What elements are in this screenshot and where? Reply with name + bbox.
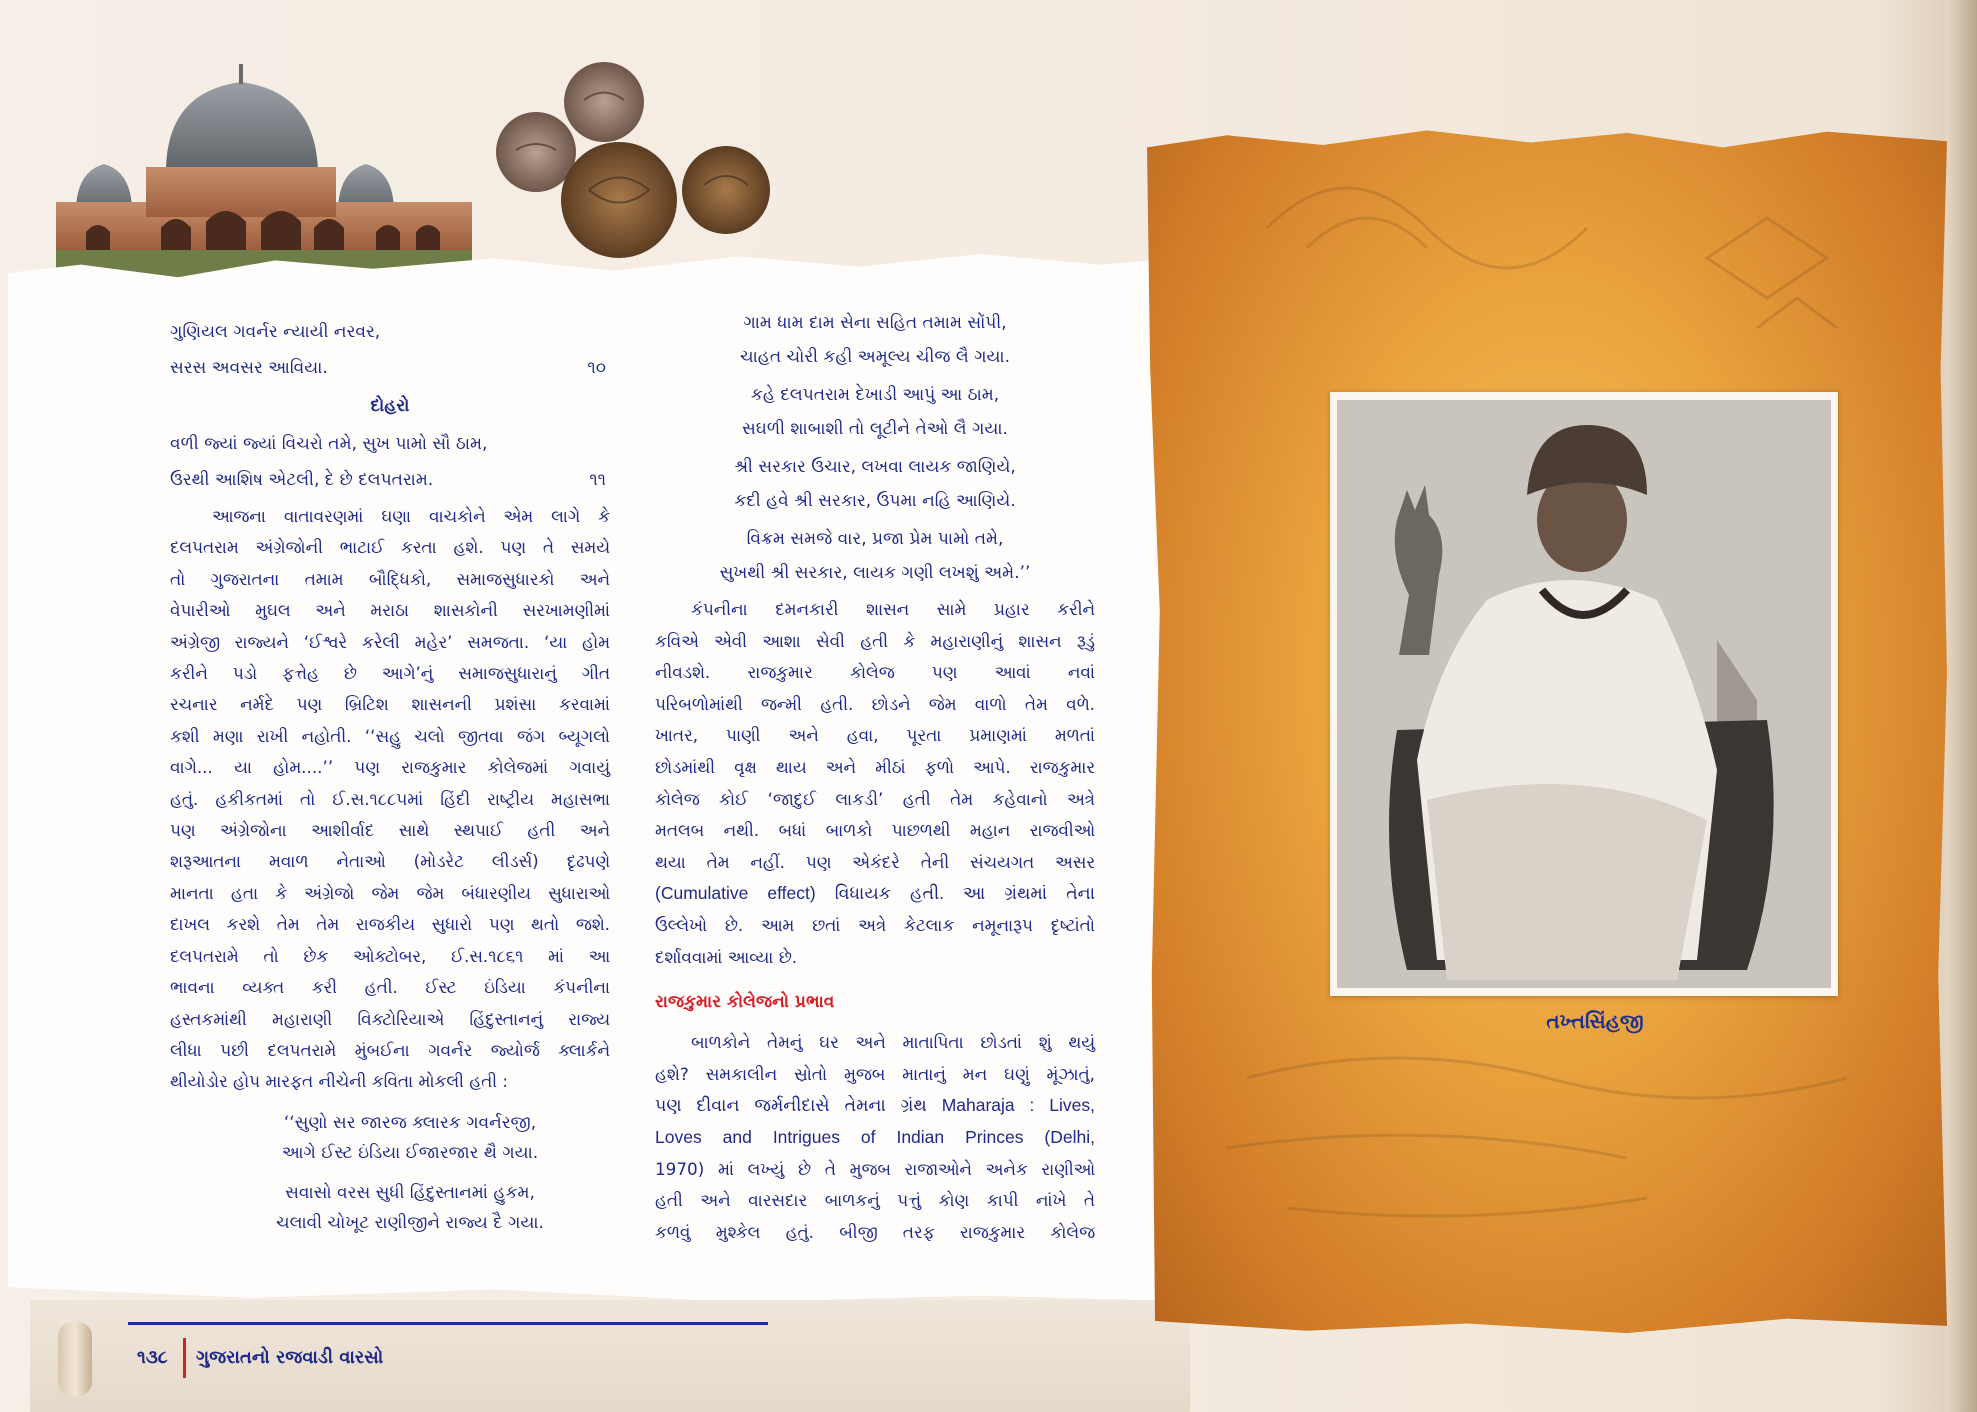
paragraph-line: વેપારીઓ મુઘલ અને મરાઠા શાસકોની સરખામણીમાં bbox=[170, 600, 610, 621]
paragraph-line: નીવડશે. રાજકુમાર કોલેજ પણ આવાં નવાં bbox=[655, 662, 1095, 683]
verse-number: ૧૦ bbox=[587, 358, 606, 378]
verse-line-text: ઉરથી આશિષ એટલી, દે છે દલપતરામ. bbox=[170, 470, 434, 490]
verse-number: ૧૧ bbox=[589, 470, 606, 490]
poem-line: વિક્રમ સમજે વાર, પ્રજા પ્રેમ પામો તમે, bbox=[746, 529, 1004, 549]
paragraph-line: લીધા પછી દલપતરામે મુંબઈના ગવર્નર જ્યોર્જ ક્લાર્કને bbox=[170, 1039, 610, 1060]
paragraph-line: દલપતરામ અંગ્રેજોની ભાટાઈ કરતા હશે. પણ તે સમયે bbox=[170, 537, 610, 558]
paragraph-line: અંગ્રેજી રાજ્યને ‘ઈશ્વરે કરેલી મહેર’ સમજતા. ‘યા હોમ bbox=[170, 631, 610, 652]
right-paragraph-1 bbox=[655, 594, 1095, 973]
poem-line: કદી હવે શ્રી સરકાર, ઉપમા નહિ આણિયે. bbox=[734, 491, 1016, 511]
paragraph-line: હતી અને વારસદાર બાળકનું પત્તું કોણ કાપી નાંખે તે bbox=[655, 1190, 1095, 1211]
paragraph-line: શરૂઆતના મવાળ નેતાઓ (મોડરેટ લીડર્સ) દૃઢપણે bbox=[170, 851, 610, 872]
verse-line-text: સરસ અવસર આવિયા. bbox=[170, 358, 328, 378]
palace-illustration bbox=[56, 62, 472, 280]
paragraph-line: કરીને પડો ફત્તેહ છે આગે’નું સમાજસુધારાનું ગીત bbox=[170, 663, 610, 684]
paragraph-line: Loves and Intrigues of Indian Princes (Delhi, bbox=[655, 1126, 1095, 1147]
paragraph-line: બાળકોને તેમનું ઘર અને માતાપિતા છોડતાં શું થયું bbox=[691, 1032, 1095, 1053]
poem-line: ગામ ધામ દામ સેના સહિત તમામ સોંપી, bbox=[743, 313, 1007, 333]
paragraph-line: હસ્તકમાંથી મહારાણી વિક્ટોરિયાએ હિંદુસ્તાનનું રાજ્ય bbox=[170, 1008, 610, 1029]
paragraph-line: દલપતરામે તો છેક ઓક્ટોબર, ઈ.સ.૧૮૬૧ માં આ bbox=[170, 945, 610, 966]
coins-illustration bbox=[494, 60, 784, 270]
paragraph-line: પણ દીવાન જર્મનીદાસે તેમના ગ્રંથ Maharaja : Lives, bbox=[655, 1095, 1095, 1116]
poem-line: સઘળી શાબાશી તો લૂટીને તેઓ લૈ ગયા. bbox=[742, 419, 1008, 439]
right-paragraph-2 bbox=[655, 1027, 1095, 1248]
paragraph-line: પરિબળોમાંથી જન્મી હતી. છોડને જેમ વાળો તેમ વળે. bbox=[655, 693, 1095, 714]
verse-line bbox=[170, 353, 610, 383]
poem-line: ચાહત ચોરી કહી અમૂલ્ય ચીજ લૈ ગયા. bbox=[740, 347, 1010, 367]
paragraph-line: ખાતર, પાણી અને હવા, પૂરતા પ્રમાણમાં મળતાં bbox=[655, 725, 1095, 746]
verse-line-text: વળી જ્યાં જ્યાં વિચરો તમે, સુખ પામો સૌ ઠામ, bbox=[170, 434, 488, 454]
paragraph-line: થયા તેમ નહીં. પણ એકંદરે તેની સંચયગત અસર bbox=[655, 851, 1095, 872]
poem-line: કહે દલપતરામ દેખાડી આપું આ ઠામ, bbox=[750, 385, 1000, 405]
paragraph-line: કોલેજ કોઈ ‘જાદુઈ લાકડી’ હતી તેમ કહેવાનો અત્રે bbox=[655, 788, 1095, 809]
paragraph-line: વાગે... યા હોમ....’’ પણ રાજકુમાર કોલેજમાં ગવાયું bbox=[170, 757, 610, 778]
paragraph-line: માનતા હતા કે અંગ્રેજો જેમ જેમ બંધારણીય સુધારાઓ bbox=[170, 882, 610, 903]
portrait-photo bbox=[1337, 400, 1831, 988]
poem-line: સવાસો વરસ સુધી હિંદુસ્તાનમાં હુકમ, bbox=[285, 1182, 535, 1203]
verse-line bbox=[170, 317, 610, 347]
doharo-heading: દોહરો bbox=[370, 396, 410, 416]
paragraph-line: તો ગુજરાતના તમામ બૌદ્ધિકો, સમાજસુધારકો અને bbox=[170, 568, 610, 589]
paragraph-line: રચનાર નર્મદે પણ બ્રિટિશ શાસનની પ્રશંસા કરવામાં bbox=[170, 694, 610, 715]
doharo-verse bbox=[170, 429, 610, 495]
left-paragraph bbox=[170, 501, 610, 1098]
paragraph-line: દર્શાવવામાં આવ્યા છે. bbox=[655, 946, 798, 967]
paragraph-line: મતલબ નથી. બધાં બાળકો પાછળથી મહાન રાજવીઓ bbox=[655, 820, 1095, 841]
paragraph-line: થીયોડોર હોપ મારફત નીચેની કવિતા મોકલી હતી : bbox=[170, 1071, 509, 1092]
scroll-curl-ornament bbox=[58, 1322, 92, 1396]
poem-line: ‘‘સુણો સર જારજ ક્લારક ગવર્નરજી, bbox=[283, 1112, 537, 1133]
page-number: ૧૩૮ bbox=[137, 1347, 168, 1368]
paragraph-line: આજના વાતાવરણમાં ઘણા વાચકોને એમ લાગે કે bbox=[212, 506, 610, 526]
section-heading: રાજકુમાર કોલેજનો પ્રભાવ bbox=[655, 992, 835, 1013]
poem-line: ચલાવી ચોખૂટ રાણીજીને રાજ્ય દૈ ગયા. bbox=[276, 1212, 544, 1233]
left-column bbox=[170, 317, 610, 1238]
opening-verse bbox=[170, 317, 610, 383]
paragraph-line: પણ અંગ્રેજોના આશીર્વાદ સાથે સ્થપાઈ હતી અને bbox=[170, 820, 610, 841]
footer-rule bbox=[128, 1322, 768, 1325]
paragraph-line: ઉલ્લેખો છે. આમ છતાં અત્રે કેટલાક નમૂનારૂપ દૃષ્ટાંતો bbox=[655, 914, 1095, 935]
paragraph-line: 1970) માં લખ્યું છે તે મુજબ રાજાઓને અનેક રાણીઓ bbox=[655, 1158, 1095, 1179]
verse-line bbox=[170, 465, 610, 495]
right-column bbox=[655, 306, 1095, 1248]
book-title: ગુજરાતનો રજવાડી વારસો bbox=[196, 1347, 384, 1368]
right-poem bbox=[655, 306, 1095, 590]
paragraph-line: કવિએ એવી આશા સેવી હતી કે મહારાણીનું શાસન રૂડું bbox=[655, 630, 1095, 651]
verse-line-text: ગુણિયલ ગવર્નર ન્યાયી નરવર, bbox=[170, 322, 381, 342]
footer-separator bbox=[183, 1338, 186, 1378]
book-spine bbox=[1945, 0, 1977, 1412]
poem-line: આગે ઈસ્ટ ઇંડિયા ઈજારજાર થૈ ગયા. bbox=[281, 1142, 539, 1163]
paragraph-line: કળવું મુશ્કેલ હતું. બીજી તરફ રાજકુમાર કોલેજ bbox=[655, 1221, 1095, 1242]
paragraph-line: છોડમાંથી વૃક્ષ થાય અને મીઠાં ફળો આપે. રાજકુમાર bbox=[655, 756, 1095, 777]
paragraph-line: ભાવના વ્યક્ત કરી હતી. ઈસ્ટ ઇંડિયા કંપનીના bbox=[170, 977, 610, 998]
paragraph-line: કંપનીના દમનકારી શાસન સામે પ્રહાર કરીને bbox=[691, 599, 1095, 619]
paragraph-line: હશે? સમકાલીન સ્રોતો મુજબ માતાનું મન ઘણું મૂંઝાતું, bbox=[655, 1063, 1095, 1084]
paragraph-line: કશી મણા રાખી નહોતી. ‘‘સહુ ચલો જીતવા જંગ બ્યૂગલો bbox=[170, 725, 610, 746]
left-poem bbox=[170, 1108, 610, 1238]
paragraph-line: હતું. હકીકતમાં તો ઈ.સ.૧૮૮૫માં હિંદી રાષ્ટ્રીય મહાસભા bbox=[170, 788, 610, 809]
portrait-caption: તખ્તસિંહજી bbox=[1546, 1009, 1644, 1033]
paragraph-line: (Cumulative effect) વિધાયક હતી. આ ગ્રંથમાં તેના bbox=[655, 883, 1095, 904]
verse-line bbox=[170, 429, 610, 459]
poem-line: સુખથી શ્રી સરકાર, લાયક ગણી લખશું અમે.’’ bbox=[719, 563, 1031, 583]
poem-line: શ્રી સરકાર ઉચાર, લખવા લાયક જાણિયે, bbox=[734, 457, 1016, 477]
paragraph-line: દાખલ કરશે તેમ તેમ રાજકીય સુધારો પણ થતો જશે. bbox=[170, 914, 610, 935]
